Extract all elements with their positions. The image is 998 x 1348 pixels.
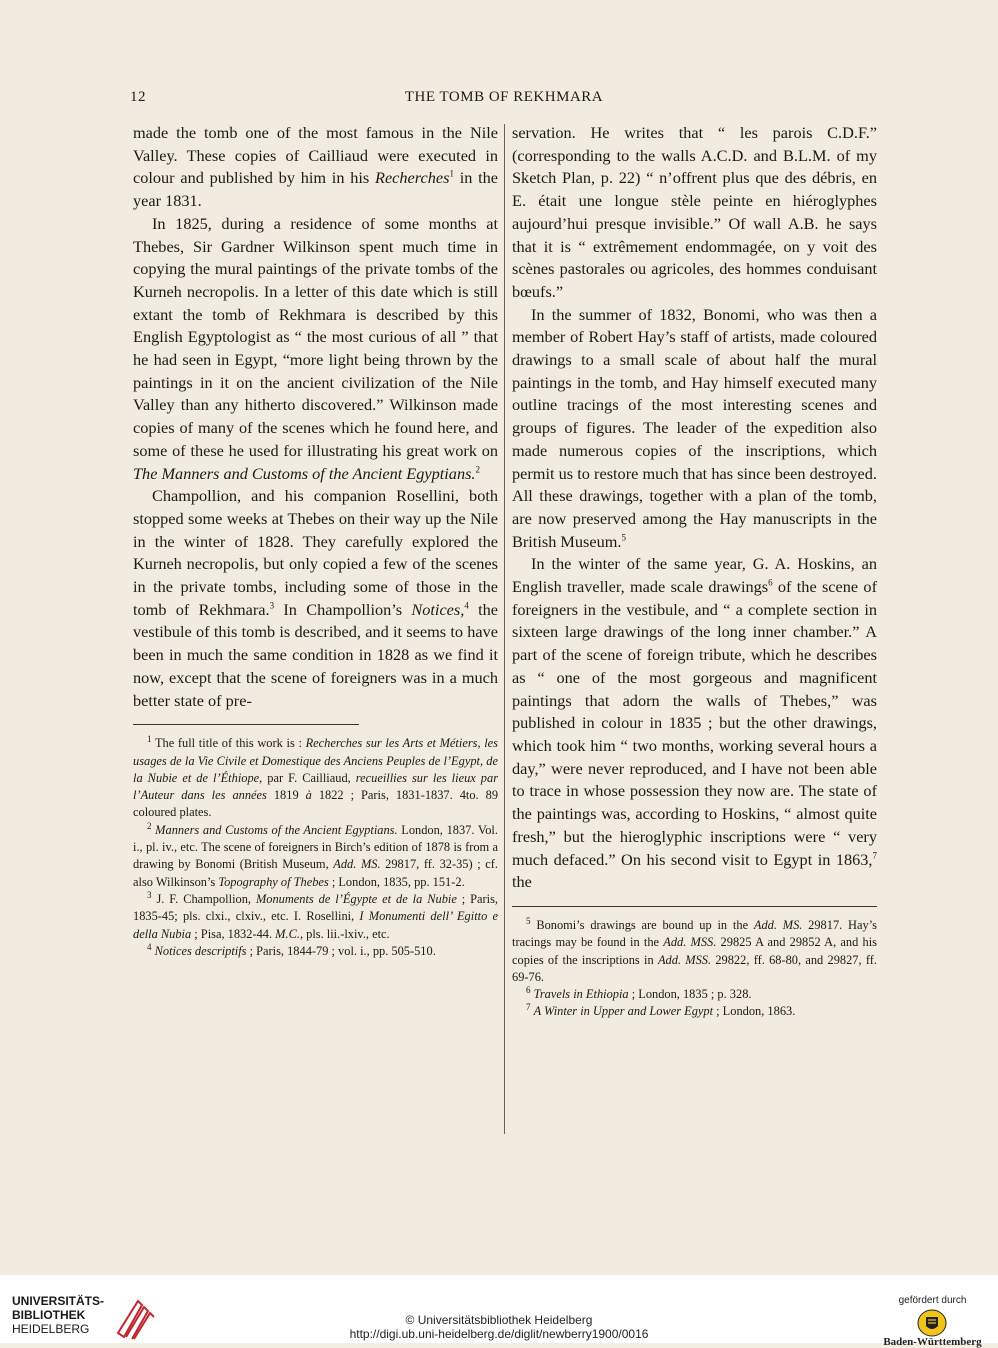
page-number: 12 bbox=[130, 89, 146, 105]
footnote-rule bbox=[133, 724, 359, 725]
footnote-mark: 7 bbox=[872, 850, 877, 861]
footnote: $^1$ The full title of this work is : Recherches sur les Arts et Métiers, les usages de la Vie Civile et Domestique des Anciens Peuples de l’Egypt, de la Nubie et de l’Éthiope, par F. Cailliaud, recueillies sur les lieux par l’Auteur dans les années 1819 à 1822 ; Paris, 1831-1837. 4to. 89 coloured plates. bbox=[133, 734, 499, 820]
funder-logo[interactable] bbox=[880, 1295, 985, 1348]
footnote: $^2$ Manners and Customs of the Ancient Egyptians. London, 1837. Vol. i., pl. iv., etc. The scene of foreigners in Birch’s edition of 1878 is from a drawing by Bonomi (British Museum, Add. MS. 29817, ff. 32-35) ; cf. also Wilkinson’s Topography of Thebes ; London, 1835, pp. 151-2. bbox=[133, 820, 498, 889]
viewer-footer bbox=[0, 1275, 998, 1348]
copyright-notice bbox=[0, 1313, 998, 1341]
footnote-mark: 5 bbox=[621, 532, 626, 543]
running-head bbox=[130, 89, 878, 111]
library-name-line3: HEIDELBERG bbox=[12, 1322, 90, 1336]
paragraph: made the tomb one of the most famous in the Nile Valley. These copies of Cailliaud were executed in colour and published by him in his Recherches$^1$ in the year 1831. bbox=[133, 123, 499, 211]
column-divider bbox=[504, 124, 505, 1134]
paragraph: Champollion, and his companion Rosellini, both stopped some weeks at Thebes on their way up the Nile in the winter of 1828. They carefully explored the Kurneh necropolis, but only copied a few of the scenes in the private tombs, including some of those in the tomb of Rekhmara.$^3$ In Champollion’s Notices,$^4$ the vestibule of this tomb is described, and it seems to have been in much the same condition in 1828 as we find it now, except that the scene of foreigners was in a much better state of pre- bbox=[133, 486, 498, 710]
footnote: $^3$ J. F. Champollion, Monuments de l’Égypte et de la Nubie ; Paris, 1835-45; pls. clxi., clxiv., etc. I. Rosellini, I Monumenti dell’ Egitto e della Nubia ; Pisa, 1832-44. M.C., pls. lii.-lxiv., etc. bbox=[133, 889, 498, 941]
library-name-line1: UNIVERSITÄTS- bbox=[12, 1294, 105, 1308]
footnote-mark: 4 bbox=[464, 600, 469, 611]
running-title: THE TOMB OF REKHMARA bbox=[404, 89, 604, 105]
footnote-mark: 2 bbox=[475, 464, 480, 475]
footnote-mark: 6 bbox=[768, 577, 773, 588]
footnote: $^5$ Bonomi’s drawings are bound up in the Add. MS. 29817. Hay’s tracings may be found in the Add. MSS. 29825 A and 29852 A, and his copies of the inscriptions in Add. MSS. 29822, ff. 68-80, and 29827, ff. 69-76. bbox=[512, 915, 877, 984]
footnote: $^6$ Travels in Ethiopia ; London, 1835 ; p. 328. bbox=[526, 984, 752, 1002]
coat-of-arms-icon bbox=[917, 1309, 947, 1337]
copyright-text: © Universitätsbibliothek Heidelberg bbox=[405, 1313, 593, 1327]
footnote: $^4$ Notices descriptifs ; Paris, 1844-79 ; vol. i., pp. 505-510. bbox=[147, 941, 436, 958]
permalink-url[interactable]: http://digi.ub.uni-heidelberg.de/diglit/newberry1900/0016 bbox=[349, 1327, 649, 1341]
funded-by-label: gefördert durch bbox=[898, 1295, 967, 1306]
paragraph: In the winter of the same year, G. A. Hoskins, an English traveller, made scale drawings$^6$ of the scene of foreigners in the vestibule, and “ a complete section in sixteen large drawings of the long inner chamber.” A part of the scene of foreign tribute, which he describes as “ one of the most gorgeous and magnificent paintings that adorn the walls of Thebes,” was published in colour in 1835 ; but the other drawings, which took him “ two months, working several hours a day,” were never reproduced, and I have not been able to trace in whose possession they now are. The state of the paintings was, according to Hoskins, “ almost quite fresh,” but the hieroglyphic inscriptions were “ very much defaced.” On his second visit to Egypt in 1863,$^7$ the bbox=[512, 554, 877, 892]
footnote-mark: 3 bbox=[269, 600, 275, 611]
paragraph: In the summer of 1832, Bonomi, who was then a member of Robert Hay’s staff of artists, made coloured drawings to a small scale of about half the mural paintings in the tomb, and Hay himself executed many outline tracings of the most interesting scenes and groups of figures. The leader of the expedition also made numerous copies of the inscriptions, which permit us to restore much that has since been destroyed. All these drawings, together with a plan of the tomb, are now preserved among the Hay manuscripts in the British Museum.$^5$ bbox=[512, 304, 877, 551]
right-column bbox=[512, 122, 877, 1021]
funder-name: Baden-Württemberg bbox=[883, 1336, 982, 1348]
footnote: $^7$ A Winter in Upper and Lower Egypt ; London, 1863. bbox=[526, 1002, 796, 1019]
left-column bbox=[133, 122, 498, 960]
footnote-rule bbox=[512, 906, 877, 907]
footnote-mark: 1 bbox=[449, 168, 454, 179]
paragraph: In 1825, during a residence of some months at Thebes, Sir Gardner Wilkinson spent much time in copying the mural paintings of the private tombs of the Kurneh necropolis. In a letter of this date which is still extant the tomb of Rekhmara is described by this English Egyptologist as “ the most curious of all ” that he had seen in Egypt, “more light being thrown by the paintings in it on the ancient civilization of the Nile Valley than any hitherto discovered.” Wilkinson made copies of many of the scenes which he found here, and some of these he used for illustrating his great work on The Manners and Customs of the Ancient Egyptians.$^2$ bbox=[133, 213, 498, 483]
paragraph: servation. He writes that “ les parois C.D.F.” (corresponding to the walls A.C.D. and B.L.M. of my Sketch Plan, p. 22) “ n’offrent plus que des débris, en E. était une longue stèle peinte en hiéroglyphes aujourd’hui presque invisible.” Of wall A.B. he says that it is “ extrêmement endommagée, on y voit des scènes pastorales ou agricoles, des hommes conduisant bœufs.” bbox=[512, 123, 877, 301]
library-name-line2: BIBLIOTHEK bbox=[12, 1308, 86, 1322]
